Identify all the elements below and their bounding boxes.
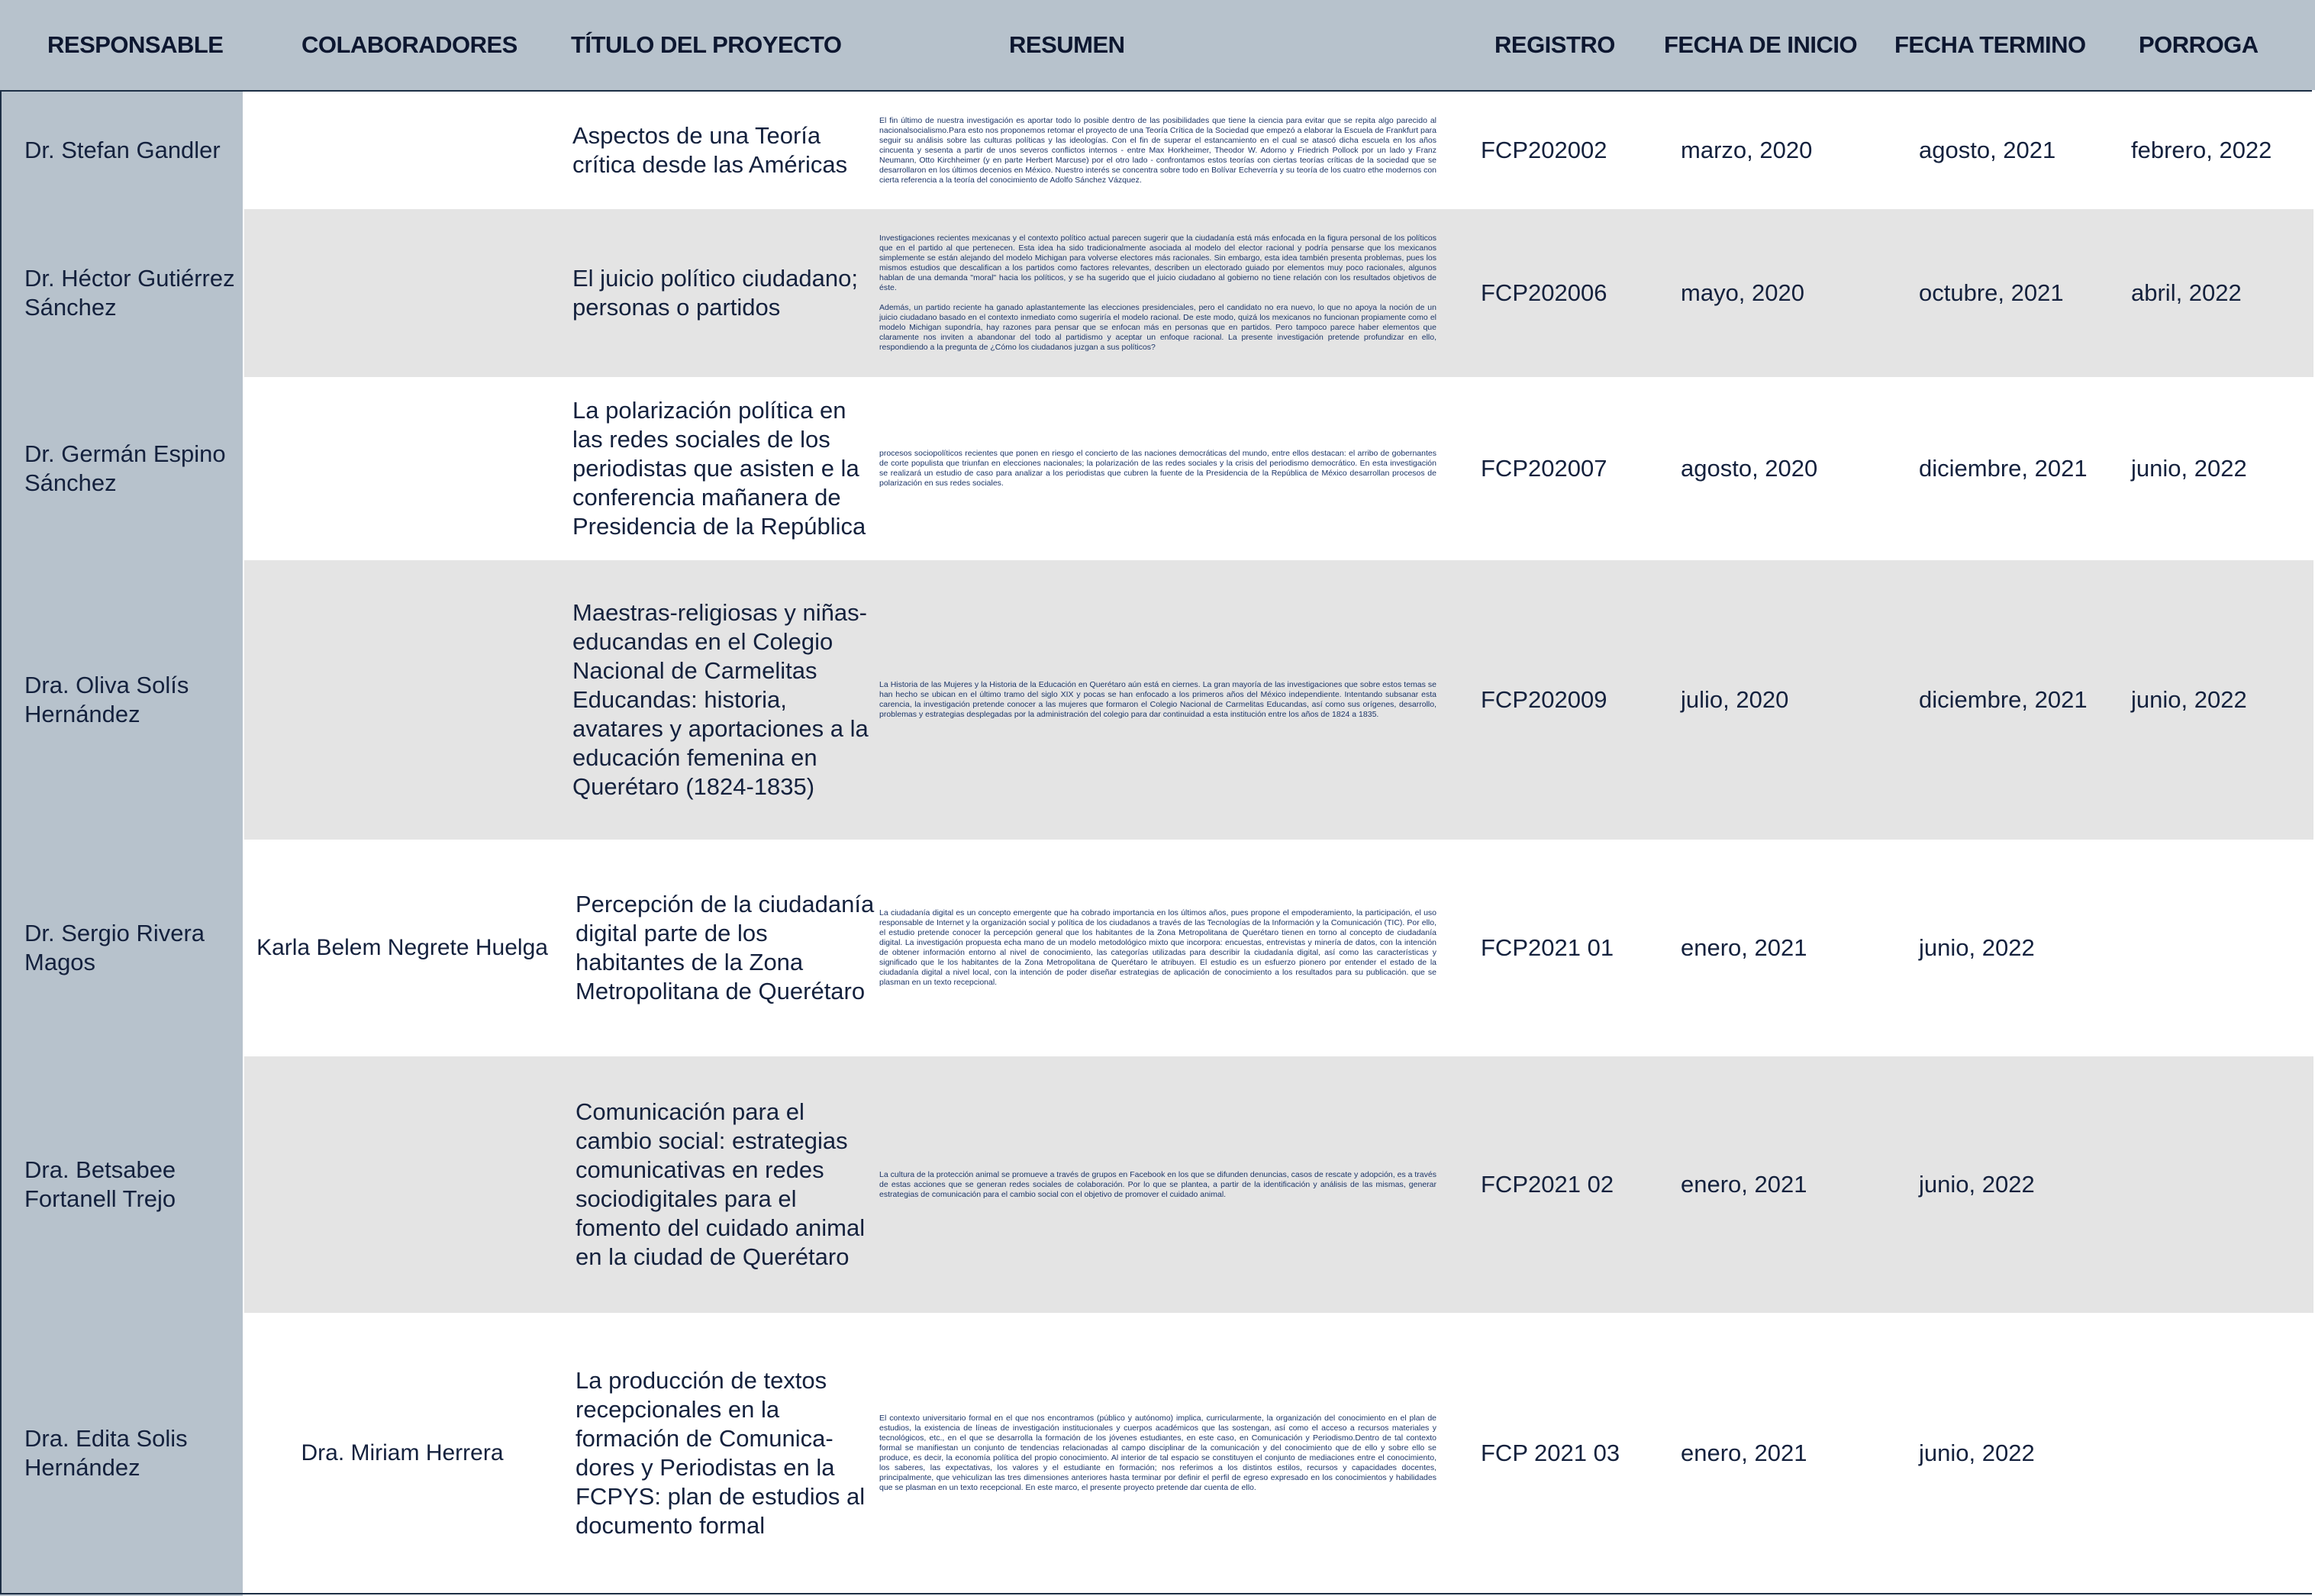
- summary-cell: [879, 377, 1436, 560]
- end-date-cell: octubre, 2021: [1919, 279, 2064, 306]
- colaboradores-cell: [250, 92, 555, 209]
- project-title-cell: La polarización política en las redes sociales de los periodistas que asisten e la conferencia mañanera de Presidencia de la República: [572, 397, 866, 540]
- end-date-cell: agosto, 2021: [1919, 137, 2056, 163]
- table-row: [2, 1056, 2313, 1313]
- responsable-cell: Dr. Stefan Gandler: [24, 137, 221, 163]
- table-header: [0, 0, 2315, 90]
- header-responsable: RESPONSABLE: [47, 31, 224, 58]
- summary-cell: [879, 1313, 1436, 1593]
- start-date-cell: marzo, 2020: [1681, 137, 1813, 163]
- table-row: [2, 840, 2313, 1056]
- project-title-cell: Percepción de la ciudadanía digital parte de los habitantes de la Zona Metropolitana de Querétaro: [576, 891, 875, 1004]
- header-registro: REGISTRO: [1494, 31, 1615, 58]
- start-date-cell: mayo, 2020: [1681, 279, 1804, 306]
- start-date-cell: julio, 2020: [1681, 686, 1789, 713]
- summary-text: La cultura de la protección animal se promueve a través de grupos en Facebook en los que se difunden denuncias, casos de rescate y adopción, es a través de estas acciones que se generan redes sociales de colaboración. Por lo que se plantea, a partir de la identificación y análisis de las mismas, generar estrategias de comunicación para el cambio social con el objetivo de promover el cuidado animal.: [879, 1169, 1436, 1199]
- registro-cell: FCP2021 01: [1481, 934, 1614, 961]
- summary-cell: [879, 1056, 1436, 1313]
- registro-cell: FCP202009: [1481, 686, 1607, 713]
- registro-cell: FCP2021 02: [1481, 1171, 1614, 1198]
- summary-cell: [879, 92, 1436, 209]
- end-date-cell: junio, 2022: [1919, 1171, 2035, 1198]
- table-row: [2, 377, 2313, 560]
- colaboradores-cell: [250, 560, 555, 840]
- header-porroga: PORROGA: [2139, 31, 2259, 58]
- colaboradores-cell: Dra. Miriam Herrera: [301, 1440, 504, 1465]
- summary-text: Investigaciones recientes mexicanas y el contexto político actual parecen sugerir que la ciudadanía está más enfocada en la figura personal de los políticos que en el partido al que pertenecen. Esta idea ha sido tradicionalmente asociada al modelo del elector racional y podría pensarse que los mexicanos simplemente se están alejando del modelo Michigan para volverse electores más racionales. Sin embargo, esta idea también presenta problemas, pues los mismos estudios que descalifican a los partidos como factores relevantes, describen un electorado guiado por elementos muy poco racionales, algunos hablan de una demanda "moral" hacia los políticos, y se ha sugerido que el juicio ciudadano al gobierno no tiene relación con los resultados objetivos de éste. Además, un partido reciente ha ganado aplastantemente las elecciones presidenciales, pero el candidato no era nuevo, lo que no apoya la noción de un juicio ciudadano basado en el contexto inmediato como sugeriría el modelo racional. De este modo, quizá los mexicanos no funcionan propiamente como el modelo Michigan supondría, hay razones para pensar que se enfocan más en personas que en partidos. Pero tampoco parece haber elementos que claramente nos inviten a abandonar del todo al partidismo y aceptar un enfoque racional. La presente investigación pretende profundizar en ello, respondiendo a la pregunta de ¿Cómo los ciudadanos juzgan a sus políticos?: [879, 234, 1436, 352]
- table-row: [2, 92, 2313, 209]
- start-date-cell: enero, 2021: [1681, 1439, 1807, 1466]
- responsable-cell: Dr. Héctor Gutiérrez Sánchez: [24, 265, 235, 321]
- colaboradores-cell: [250, 209, 555, 377]
- header-resumen: RESUMEN: [1009, 31, 1125, 58]
- end-date-cell: diciembre, 2021: [1919, 455, 2088, 482]
- summary-text: El contexto universitario formal en el que nos encontramos (público y autónomo) implica, curricularmente, la organización del conocimiento en el plan de estudios, la existencia de líneas de investigación institucionales y cuerpos académicos que las sostengan, así como el acceso a recursos materiales y tecnológicos, etc., en el que se desarrolla la formación de los jóvenes estudiantes, en este caso, en Comunicación y Periodismo.Dentro de tal contexto formal se manifiestan un conjunto de tendencias relacionadas al campo disciplinar de la comunicación y del conocimiento que de ello y sobre ello se produce, es decir, la economía política del propio conocimiento. Al interior de tal espacio se constituyen el conjunto de mediaciones entre el conocimiento, los saberes, las expectativas, los valores y el estudiante en formación; nos referimos a los distintos estilos, recursos y capacidades docentes, principalmente, que vehiculizan las tres dimensiones anteriores hasta terminar por definir el perfil de egreso expresado en los conocimientos y habilidades que se plasman en un texto recepcional. En este marco, el presente proyecto pretende dar cuenta de ello.: [879, 1413, 1436, 1492]
- responsable-cell: Dr. Germán Espino Sánchez: [24, 440, 226, 496]
- end-date-cell: junio, 2022: [1919, 1439, 2035, 1466]
- colaboradores-cell: Karla Belem Negrete Huelga: [256, 935, 548, 960]
- responsable-cell: Dra. Oliva Solís Hernández: [24, 672, 189, 727]
- start-date-cell: enero, 2021: [1681, 934, 1807, 961]
- summary-text: El fin último de nuestra investigación es aportar todo lo posible dentro de las posibilidades que tiene la ciencia para evitar que se repita algo parecido al nacionalsocialismo.Para esto nos proponemos retomar el proyecto de una Teoría Crítica de la Sociedad que empezó a elaborar la Escuela de Frankfurt para seguir su análisis sobre las culturas políticas y las ideologías. Con el fin de superar el estancamiento en el cual se atascó dicha escuela en los años cincuenta y sesenta a partir de unos severos conflictos internos - entre Max Horkheimer, Theodor W. Adorno y Friedrich Pollock por un lado y Franz Neumann, Otto Kirchheimer (y en parte Herbert Marcuse) por el otro lado - confrontamos estos teorías con ciertas teorías críticas de la sociedad que se desarrollaron en los últimos decenios en México. Nuestro interés se concentra sobre todo en Bolívar Echeverría y su teoría de los cuatro ethe modernos con cierta referencia a la teoría del conocimiento de Adolfo Sánchez Vázquez.: [879, 115, 1436, 185]
- table-body: [0, 90, 2312, 1594]
- colaboradores-cell: [250, 377, 555, 560]
- extension-cell: [2131, 1313, 2307, 1593]
- end-date-cell: junio, 2022: [1919, 934, 2035, 961]
- project-title-cell: Maestras-religiosas y niñas-educandas en el Colegio Nacional de Carmelitas Educandas: historia, avatares y aportaciones a la educación femenina en Querétaro (1824-1835): [572, 599, 869, 800]
- registro-cell: FCP202007: [1481, 455, 1607, 482]
- registro-cell: FCP 2021 03: [1481, 1439, 1620, 1466]
- responsable-cell: Dra. Betsabee Fortanell Trejo: [24, 1156, 176, 1212]
- table-row: [2, 1313, 2313, 1593]
- summary-cell: [879, 209, 1436, 377]
- end-date-cell: diciembre, 2021: [1919, 686, 2088, 713]
- header-colaboradores: COLABORADORES: [301, 31, 517, 58]
- project-title-cell: Comunicación para el cambio social: estrategias comunicativas en redes sociodigitales para el fomento del cuidado animal en la ciudad de Querétaro: [576, 1098, 866, 1270]
- summary-text: La ciudadanía digital es un concepto emergente que ha cobrado importancia en los últimos años, pues propone el empoderamiento, la participación, el uso responsable de Internet y la organización social y política de los ciudadanos a través de las Tecnologías de la Información y la Comunicación (TIC). Por ello, el estudio pretende conocer la percepción general que los habitantes de la Zona Metropolitana de Querétaro tienen en torno al concepto de ciudadanía digital. La investigación propuesta echa mano de un modelo metodológico mixto que incorpora: encuestas, entrevistas y minería de datos, con la intención de obtener información entorno al nivel de conocimiento, las categorías utilizadas para describir la ciudadanía digital, así como las características y significado que le los habitantes de la Zona Metropolitana de Querétaro le atribuyen. El estudio es un esfuerzo pionero por entender el estado de la ciudadanía digital a nivel local, con la intención de poder diseñar estrategias de aplicación de conocimiento a los resultados para su publicación. que se plasman en un texto recepcional.: [879, 908, 1436, 987]
- responsable-cell: Dra. Edita Solis Hernández: [24, 1424, 188, 1481]
- header-titulo: TÍTULO DEL PROYECTO: [571, 31, 842, 58]
- summary-cell: [879, 560, 1436, 840]
- extension-cell: [2131, 840, 2307, 1056]
- table-row: [2, 560, 2313, 840]
- registro-cell: FCP202002: [1481, 137, 1607, 163]
- extension-cell: abril, 2022: [2131, 279, 2242, 306]
- header-fecha-termino: FECHA TERMINO: [1894, 31, 2086, 58]
- project-title-cell: La producción de textos recepcionales en la formación de Comunica-dores y Periodistas en la FCPYS: plan de estudios al documento formal: [576, 1366, 866, 1539]
- table-row: [2, 209, 2313, 377]
- responsable-cell: Dr. Sergio Rivera Magos: [24, 920, 205, 975]
- header-fecha-inicio: FECHA DE INICIO: [1664, 31, 1858, 58]
- extension-cell: junio, 2022: [2131, 455, 2247, 482]
- summary-text: procesos sociopolíticos recientes que ponen en riesgo el concierto de las naciones democráticas del mundo, entre ellos destacan: el arribo de gobernantes de corte populista que triunfan en elecciones nacionales; la polarización de las redes sociales y la crisis del periodismo democrático. En esta investigación se realizará un estudio de caso para analizar a los periodistas que cubren la fuente de la Presidencia de la República de México desarrollan procesos de polarización en sus redes sociales.: [879, 449, 1436, 488]
- start-date-cell: enero, 2021: [1681, 1171, 1807, 1198]
- summary-cell: [879, 840, 1436, 1056]
- colaboradores-cell: [250, 1056, 555, 1313]
- project-title-cell: Aspectos de una Teoría crítica desde las Américas: [572, 122, 848, 178]
- summary-text: La Historia de las Mujeres y la Historia de la Educación en Querétaro aún está en ciernes. La gran mayoría de las investigaciones que sobre estos temas se han hecho se ubican en el último tramo del siglo XIX y pocas se han enfocado a los primeros años del México independiente. Intentando subsanar esta carencia, la investigación pretende conocer a las mujeres que formaron el Colegio Nacional de Carmelitas Educandas, así como sus orígenes, desarrollo, problemas y estrategias desplegadas por la administración del colegio para dar continuidad a esta institución entre los años de 1824 a 1835.: [879, 680, 1436, 719]
- extension-cell: febrero, 2022: [2131, 137, 2272, 163]
- extension-cell: junio, 2022: [2131, 686, 2247, 713]
- extension-cell: [2131, 1056, 2307, 1313]
- project-title-cell: El juicio político ciudadano; personas o partidos: [572, 265, 858, 321]
- start-date-cell: agosto, 2020: [1681, 455, 1818, 482]
- registro-cell: FCP202006: [1481, 279, 1607, 306]
